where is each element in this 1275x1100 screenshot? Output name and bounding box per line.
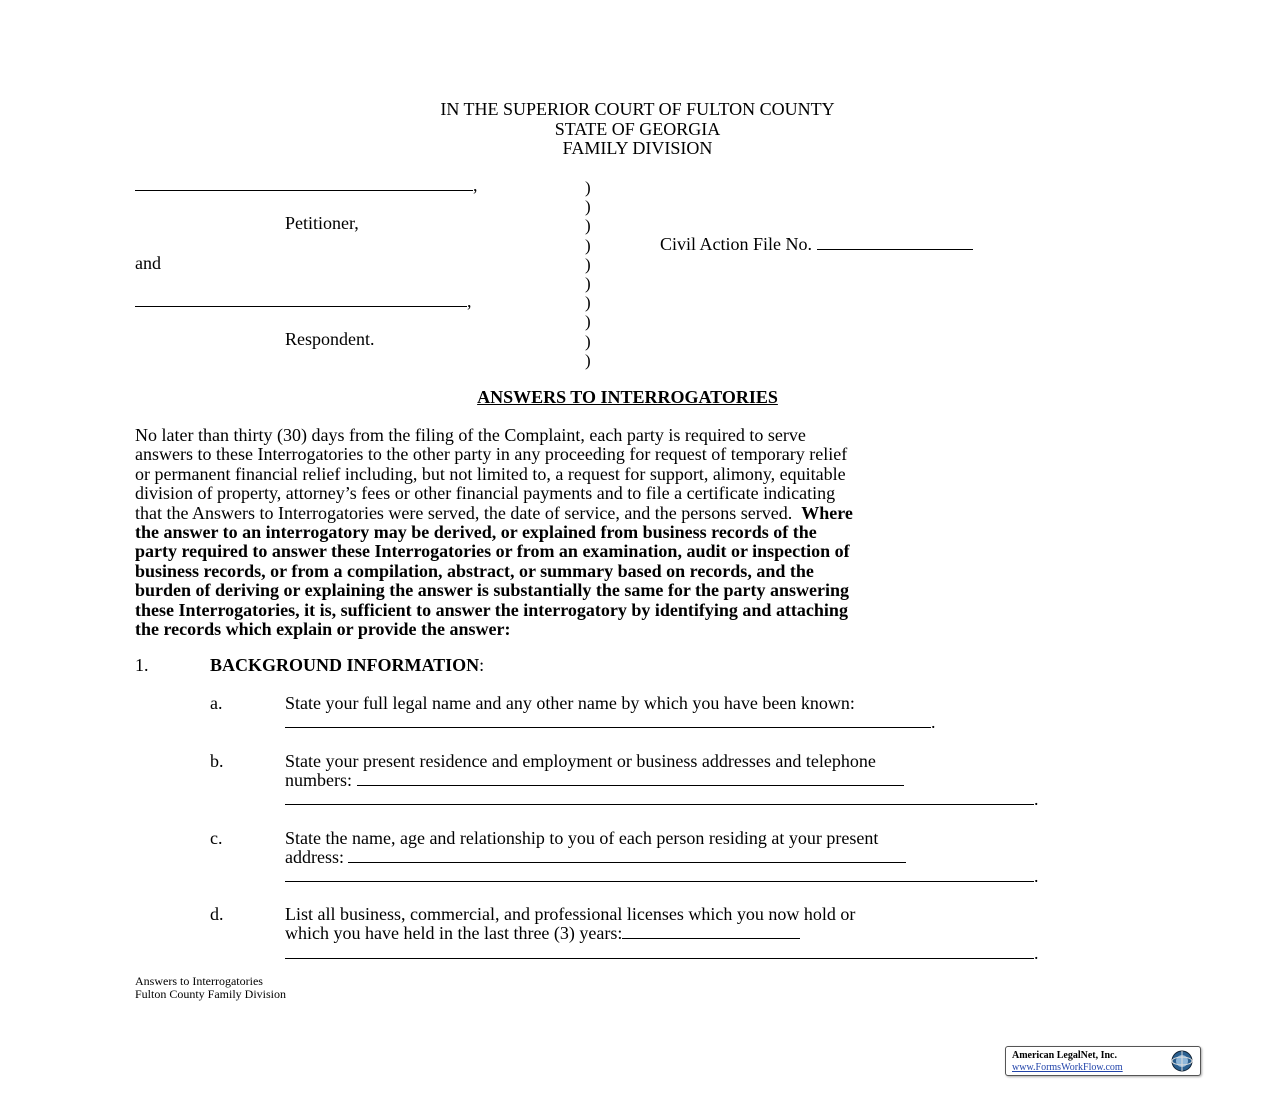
court-heading-line3: FAMILY DIVISION [562, 138, 713, 158]
intro-line: that the Answers to Interrogatories were served, the date of service, and the persons served. Where [135, 502, 853, 523]
item-letter: a. [210, 693, 223, 713]
caption-paren: ) [585, 197, 591, 216]
intro-bold-line: party required to answer these Interrogatories or from an examination, audit or inspection of [135, 541, 850, 562]
answer-field[interactable]: . [285, 790, 1039, 809]
file-no-field[interactable] [817, 235, 973, 250]
intro-line: division of property, attorney’s fees or other financial payments and to file a certificate indicating [135, 483, 836, 504]
footer-line1: Answers to Interrogatories [135, 974, 263, 988]
answer-field[interactable]: . [285, 944, 1039, 963]
civil-action-file-no: Civil Action File No. [660, 235, 973, 254]
document-title: ANSWERS TO INTERROGATORIES [477, 387, 778, 407]
intro-bold-line: the records which explain or provide the answer: [135, 619, 511, 640]
caption-paren: ) [585, 236, 591, 255]
intro-bold-line: these Interrogatories, it is, sufficient to answer the interrogatory by identifying and attaching [135, 599, 848, 620]
item-letter: b. [210, 751, 224, 771]
and-label: and [135, 253, 161, 273]
intro-bold-line: business records, or from a compilation, abstract, or summary based on records, and the [135, 560, 814, 581]
petitioner-name-field[interactable]: , [135, 176, 478, 195]
item-question: State the name, age and relationship to you of each person residing at your present [285, 828, 879, 848]
answer-field[interactable]: . [285, 867, 1039, 886]
caption-paren: ) [585, 332, 591, 351]
court-heading-line1: IN THE SUPERIOR COURT OF FULTON COUNTY [440, 99, 835, 119]
section-heading: BACKGROUND INFORMATION: [210, 655, 485, 675]
item-question: State your present residence and employment or business addresses and telephone [285, 751, 876, 771]
respondent-label: Respondent. [285, 329, 375, 349]
section-number: 1. [135, 655, 149, 675]
answer-field[interactable] [357, 771, 904, 786]
answer-field[interactable] [348, 848, 906, 863]
intro-line: answers to these Interrogatories to the other party in any proceeding for request of temporary relief [135, 444, 848, 465]
item-question: State your full legal name and any other name by which you have been known: [285, 693, 855, 713]
answer-field[interactable] [622, 924, 800, 939]
caption-paren: ) [585, 255, 591, 274]
item-letter: c. [210, 828, 223, 848]
caption-paren: ) [585, 293, 591, 312]
caption-paren: ) [585, 274, 591, 293]
intro-line: or permanent financial relief including, but not limited to, a request for support, alimony, equitable [135, 463, 846, 484]
petitioner-label: Petitioner, [285, 213, 359, 233]
item-question-cont: numbers: [285, 771, 904, 790]
court-heading-line2: STATE OF GEORGIA [554, 119, 721, 139]
item-question-cont: which you have held in the last three (3) years: [285, 924, 800, 943]
caption-paren: ) [585, 216, 591, 235]
intro-bold-line: the answer to an interrogatory may be derived, or explained from business records of the [135, 522, 817, 543]
intro-line: No later than thirty (30) days from the filing of the Complaint, each party is required to serve [135, 425, 806, 445]
caption-paren: ) [585, 351, 591, 370]
intro-bold-line: burden of deriving or explaining the answer is substantially the same for the party answering [135, 580, 850, 601]
badge-name: American LegalNet, Inc. [1012, 1050, 1117, 1061]
globe-icon [1170, 1049, 1194, 1073]
item-question: List all business, commercial, and professional licenses which you now hold or [285, 904, 856, 924]
answer-field[interactable]: . [285, 713, 936, 732]
item-question-cont: address: [285, 848, 906, 867]
caption-paren: ) [585, 312, 591, 331]
footer-line2: Fulton County Family Division [135, 987, 287, 1001]
item-letter: d. [210, 904, 224, 924]
badge-url[interactable]: www.FormsWorkFlow.com [1012, 1062, 1123, 1073]
intro-paragraph [135, 426, 1135, 639]
caption-paren: ) [585, 178, 591, 197]
legalnet-badge[interactable] [1005, 1046, 1201, 1076]
respondent-name-field[interactable]: , [135, 292, 472, 311]
